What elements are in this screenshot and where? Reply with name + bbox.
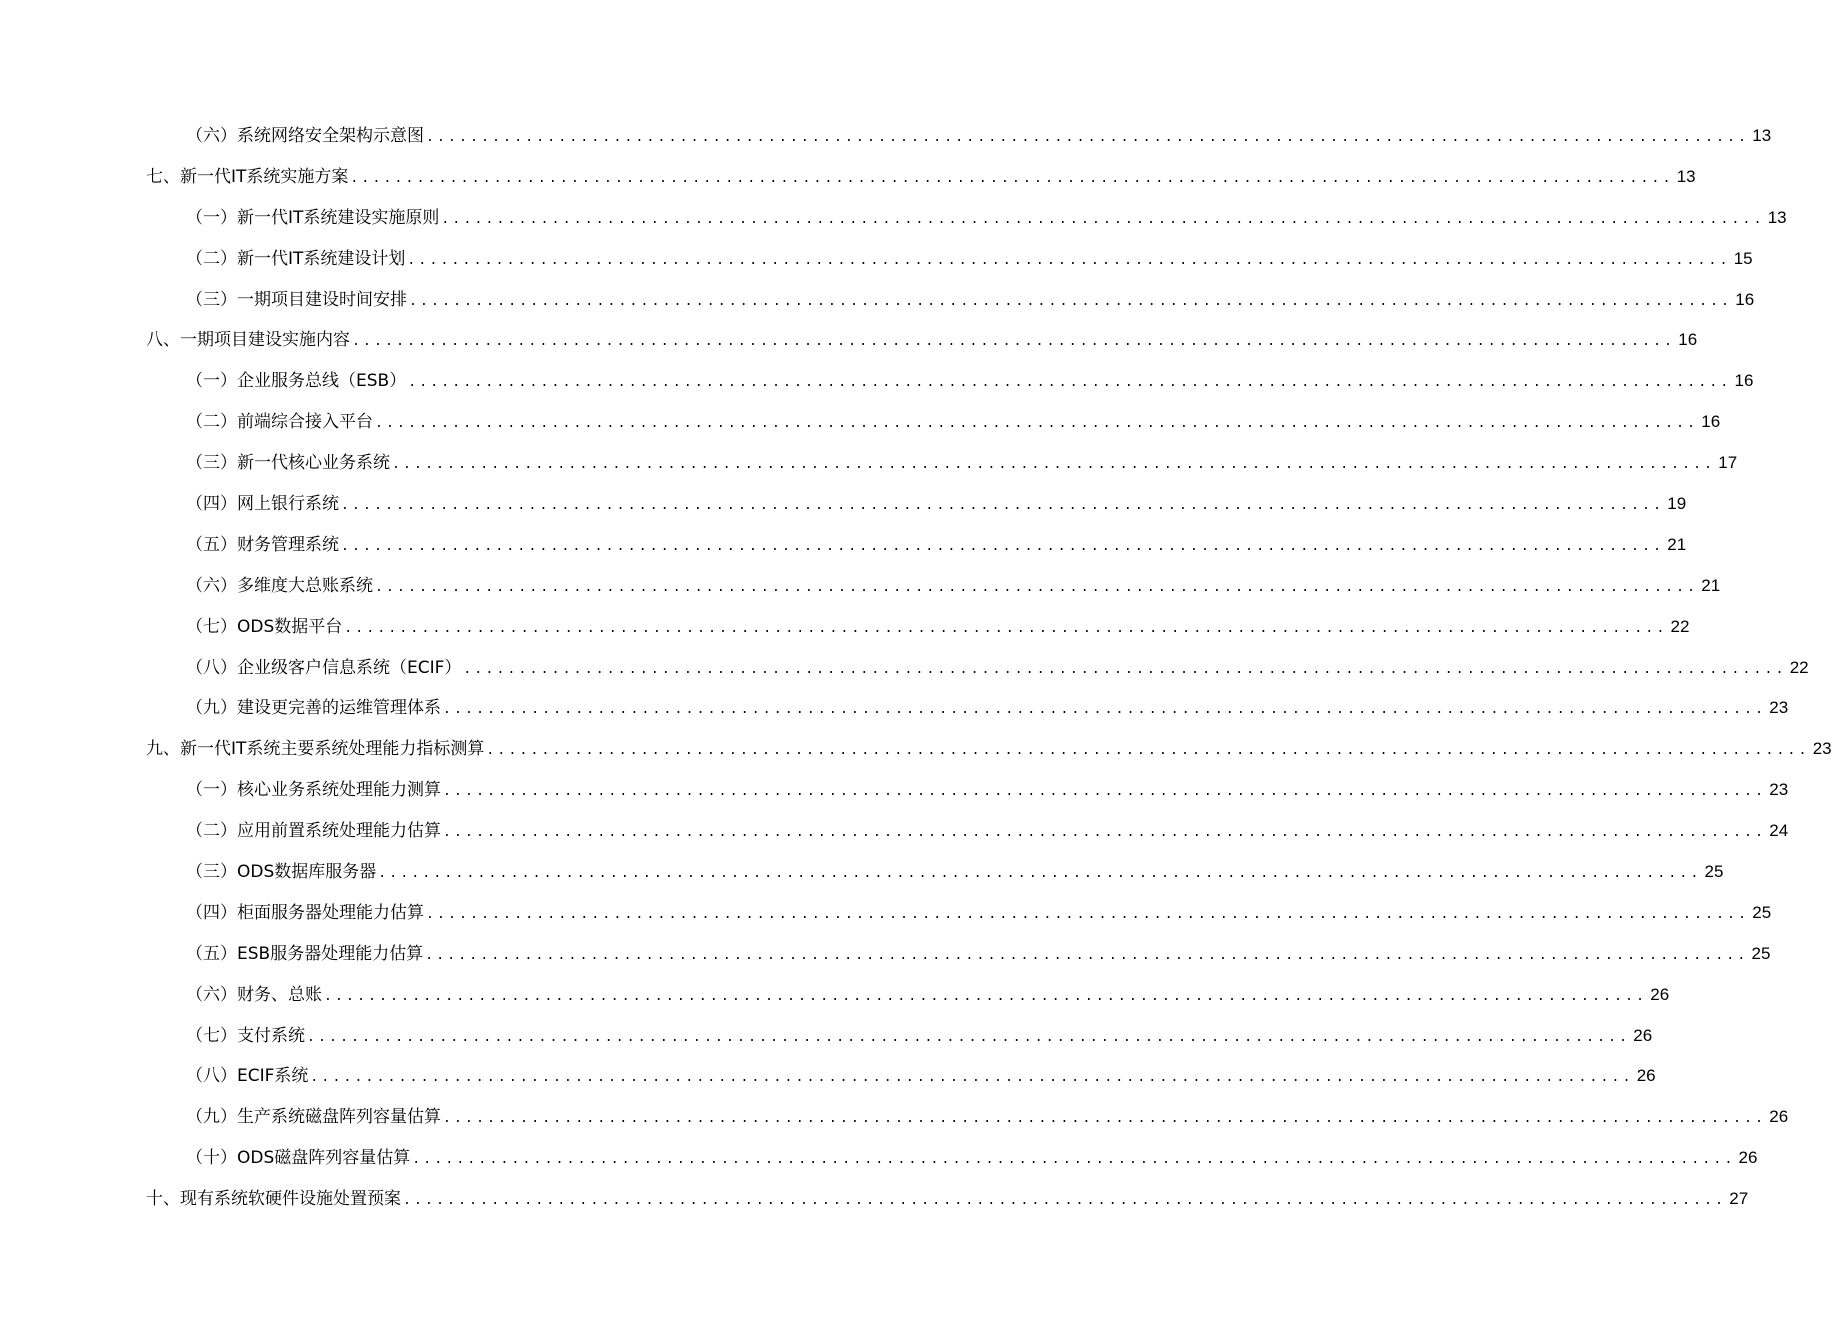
toc-entry[interactable] <box>186 239 1753 280</box>
toc-entry[interactable] <box>186 607 1690 648</box>
toc-dot-leader: ........................................................................................................................ <box>425 947 1749 963</box>
toc-dot-leader: ........................................................................................................................ <box>310 1070 1634 1086</box>
toc-page-number: 23 <box>1769 780 1789 800</box>
toc-entry[interactable] <box>146 157 1696 198</box>
toc-dot-leader: ........................................................................................................................ <box>341 538 1665 554</box>
toc-entry-title: （二）新一代IT系统建设计划 <box>186 248 406 269</box>
toc-entry[interactable] <box>186 280 1755 321</box>
toc-page-number: 26 <box>1738 1148 1758 1168</box>
toc-entry-title: （一）新一代IT系统建设实施原则 <box>186 207 440 228</box>
toc-dot-leader: ........................................................................................................................ <box>443 702 1767 718</box>
toc-entry[interactable] <box>186 975 1670 1016</box>
toc-page-number: 27 <box>1729 1189 1749 1209</box>
toc-entry-title: （六）财务、总账 <box>186 984 322 1005</box>
toc-entry[interactable] <box>186 116 1772 157</box>
toc-page-number: 13 <box>1767 207 1787 227</box>
toc-entry-title: 七、新一代IT系统实施方案 <box>146 166 349 187</box>
toc-entry[interactable] <box>146 320 1698 361</box>
toc-entry[interactable] <box>186 484 1687 525</box>
toc-dot-leader: ........................................................................................................................ <box>443 1111 1767 1127</box>
toc-page-number: 26 <box>1633 1025 1653 1045</box>
toc-entry[interactable] <box>186 443 1738 484</box>
toc-page-number: 23 <box>1769 698 1789 718</box>
toc-dot-leader: ........................................................................................................................ <box>409 293 1733 309</box>
toc-dot-leader: ........................................................................................................................ <box>375 416 1699 432</box>
toc-entry[interactable] <box>186 893 1772 934</box>
toc-page-number: 17 <box>1718 453 1738 473</box>
toc-entry-title: （五）财务管理系统 <box>186 534 339 555</box>
toc-entry-title: （八）ECIF系统 <box>186 1066 309 1087</box>
toc-page-number: 16 <box>1678 330 1698 350</box>
toc-dot-leader: ........................................................................................................................ <box>486 743 1810 759</box>
toc-entry-title: （十）ODS磁盘阵列容量估算 <box>186 1148 411 1169</box>
toc-dot-leader: ........................................................................................................................ <box>341 498 1665 514</box>
toc-entry-title: （三）ODS数据库服务器 <box>186 862 377 883</box>
toc-page-number: 26 <box>1636 1066 1656 1086</box>
toc-entry-title: （六）系统网络安全架构示意图 <box>186 126 424 146</box>
toc-page-number: 21 <box>1667 534 1687 554</box>
toc-page-number: 16 <box>1734 371 1754 391</box>
toc-dot-leader: ........................................................................................................................ <box>443 825 1767 841</box>
toc-entry[interactable] <box>186 566 1721 607</box>
toc-entry-title: （九）建设更完善的运维管理体系 <box>186 698 441 719</box>
toc-entry[interactable] <box>186 648 1809 689</box>
toc-dot-leader: ........................................................................................................................ <box>375 579 1699 595</box>
toc-entry-title: 八、一期项目建设实施内容 <box>146 330 350 351</box>
toc-entry[interactable] <box>186 1138 1758 1179</box>
toc-dot-leader: ........................................................................................................................ <box>324 988 1648 1004</box>
toc-dot-leader: ........................................................................................................................ <box>426 130 1750 145</box>
toc-entry[interactable] <box>146 1179 1749 1220</box>
toc-page-number: 16 <box>1701 412 1721 432</box>
toc-page-number: 13 <box>1752 126 1772 145</box>
toc-entry[interactable] <box>186 198 1787 239</box>
toc-page-number: 25 <box>1704 862 1724 882</box>
toc-entry[interactable] <box>186 688 1789 729</box>
toc-entry-title: 十、现有系统软硬件设施处置预案 <box>146 1189 401 1210</box>
toc-entry[interactable] <box>186 361 1754 402</box>
toc-page-number: 25 <box>1752 902 1772 922</box>
toc-dot-leader: ........................................................................................................................ <box>463 661 1787 677</box>
toc-page-number: 24 <box>1769 821 1789 841</box>
toc-page-number: 25 <box>1751 943 1771 963</box>
toc-page-number: 22 <box>1789 657 1809 677</box>
toc-dot-leader: ........................................................................................................................ <box>352 334 1676 350</box>
toc-page-number: 22 <box>1670 616 1690 636</box>
toc-page-number: 19 <box>1667 494 1687 514</box>
toc-page-number: 15 <box>1733 248 1753 268</box>
toc-entry[interactable] <box>146 729 1832 770</box>
toc-page-number: 16 <box>1735 289 1755 309</box>
toc-entry-title: （二）前端综合接入平台 <box>186 412 373 433</box>
toc-entry[interactable] <box>186 811 1789 852</box>
toc-entry-title: 九、新一代IT系统主要系统处理能力指标测算 <box>146 739 485 760</box>
toc-dot-leader: ........................................................................................................................ <box>378 866 1702 882</box>
toc-entry-title: （八）企业级客户信息系统（ECIF） <box>186 657 462 678</box>
toc-page-number: 13 <box>1676 166 1696 186</box>
toc-entry-title: （一）企业服务总线（ESB） <box>186 371 407 392</box>
toc-entry-title: （一）核心业务系统处理能力测算 <box>186 780 441 801</box>
toc-dot-leader: ........................................................................................................................ <box>392 457 1716 473</box>
toc-entry-title: （四）柜面服务器处理能力估算 <box>186 902 424 923</box>
toc-entry-title: （六）多维度大总账系统 <box>186 575 373 596</box>
toc-entry[interactable] <box>186 1016 1653 1057</box>
toc-entry[interactable] <box>186 934 1771 975</box>
toc-dot-leader: ........................................................................................................................ <box>403 1193 1727 1209</box>
toc-page-number: 21 <box>1701 575 1721 595</box>
toc-dot-leader: ........................................................................................................................ <box>350 170 1674 186</box>
toc-entry[interactable] <box>186 525 1687 566</box>
toc-entry-title: （四）网上银行系统 <box>186 494 339 515</box>
toc-page-number: 26 <box>1769 1107 1789 1127</box>
toc-entry[interactable] <box>186 1056 1656 1097</box>
toc-dot-leader: ........................................................................................................................ <box>443 784 1767 800</box>
toc-entry-title: （二）应用前置系统处理能力估算 <box>186 821 441 842</box>
table-of-contents <box>0 116 1832 1220</box>
toc-dot-leader: ........................................................................................................................ <box>426 906 1750 922</box>
toc-page-number: 26 <box>1650 984 1670 1004</box>
toc-dot-leader: ........................................................................................................................ <box>412 1152 1736 1168</box>
toc-dot-leader: ........................................................................................................................ <box>408 375 1732 391</box>
toc-entry-title: （五）ESB服务器处理能力估算 <box>186 943 424 964</box>
toc-entry[interactable] <box>186 852 1724 893</box>
toc-dot-leader: ........................................................................................................................ <box>307 1029 1631 1045</box>
toc-entry[interactable] <box>186 770 1789 811</box>
toc-entry-title: （九）生产系统磁盘阵列容量估算 <box>186 1107 441 1128</box>
toc-dot-leader: ........................................................................................................................ <box>344 620 1668 636</box>
toc-entry-title: （七）ODS数据平台 <box>186 616 343 637</box>
toc-dot-leader: ........................................................................................................................ <box>441 211 1765 227</box>
toc-entry-title: （七）支付系统 <box>186 1025 305 1046</box>
toc-entry[interactable] <box>186 1097 1789 1138</box>
toc-entry-title: （三）新一代核心业务系统 <box>186 453 390 474</box>
toc-dot-leader: ........................................................................................................................ <box>407 252 1731 268</box>
toc-entry-title: （三）一期项目建设时间安排 <box>186 289 407 310</box>
toc-entry[interactable] <box>186 402 1721 443</box>
toc-page-number: 23 <box>1812 739 1832 759</box>
